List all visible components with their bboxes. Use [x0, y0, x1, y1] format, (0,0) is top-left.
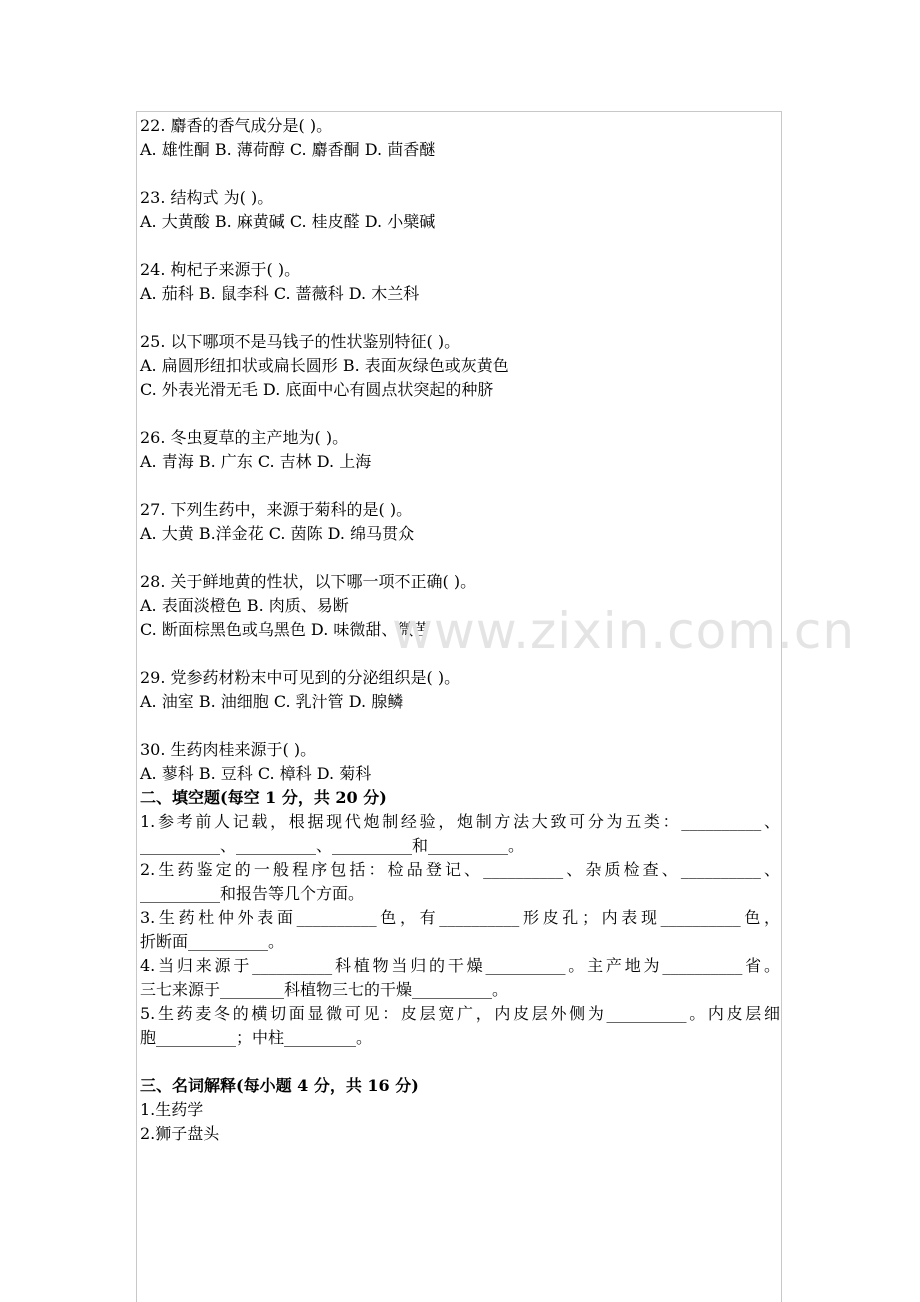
- question-25: [140, 330, 780, 402]
- question-options: A. 大黄 B.洋金花 C. 茵陈 D. 绵马贯众: [140, 524, 415, 543]
- question-options: A. 油室 B. 油细胞 C. 乳汁管 D. 腺鳞: [140, 692, 404, 711]
- question-options: A. 扁圆形纽扣状或扁长圆形 B. 表面灰绿色或灰黄色: [140, 356, 509, 375]
- question-27: [140, 498, 780, 546]
- section-heading: 三、名词解释(每小题 4 分，共 16 分): [140, 1076, 419, 1095]
- fill-blank-line: __________和报告等几个方面。: [140, 884, 365, 903]
- question-stem: 30. 生药肉桂来源于( )。: [140, 740, 317, 759]
- document-body: [140, 114, 780, 1146]
- term-item: 1.生药学: [140, 1100, 204, 1119]
- question-options: C. 断面棕黑色或乌黑色 D. 味微甜、微苦: [140, 620, 430, 639]
- section-heading: 二、填空题(每空 1 分，共 20 分): [140, 788, 387, 807]
- question-stem: 22. 麝香的香气成分是( )。: [140, 116, 333, 135]
- question-29: [140, 666, 780, 714]
- fill-blank-line: __________、__________、__________和__________。: [140, 836, 525, 855]
- term-item: 2.狮子盘头: [140, 1124, 220, 1143]
- question-options: A. 大黄酸 B. 麻黄碱 C. 桂皮醛 D. 小檗碱: [140, 212, 436, 231]
- question-stem: 29. 党参药材粉末中可见到的分泌组织是( )。: [140, 668, 461, 687]
- question-stem: 23. 结构式 为( )。: [140, 188, 274, 207]
- question-stem: 28. 关于鲜地黄的性状，以下哪一项不正确( )。: [140, 572, 477, 591]
- section-term-definitions: [140, 1074, 780, 1146]
- question-stem: 27. 下列生药中，来源于菊科的是( )。: [140, 500, 413, 519]
- fill-blank-line: 1.参考前人记载，根据现代炮制经验，炮制方法大致可分为五类：__________、: [140, 812, 780, 831]
- question-30: [140, 738, 780, 786]
- question-24: [140, 258, 780, 306]
- question-23: [140, 186, 780, 234]
- question-options: A. 茄科 B. 鼠李科 C. 蔷薇科 D. 木兰科: [140, 284, 420, 303]
- question-stem: 24. 枸杞子来源于( )。: [140, 260, 301, 279]
- question-stem: 25. 以下哪项不是马钱子的性状鉴别特征( )。: [140, 332, 461, 351]
- question-22: [140, 114, 780, 162]
- fill-blank-line: 5.生药麦冬的横切面显微可见：皮层宽广，内皮层外侧为__________。内皮层细: [140, 1004, 780, 1023]
- question-options: A. 表面淡橙色 B. 肉质、易断: [140, 596, 349, 615]
- fill-blank-line: 胞__________；中柱_________。: [140, 1028, 373, 1047]
- fill-blank-line: 3.生药杜仲外表面__________色，有__________形皮孔；内表现__________色，: [140, 908, 780, 927]
- question-stem: 26. 冬虫夏草的主产地为( )。: [140, 428, 349, 447]
- fill-blank-line: 4.当归来源于__________科植物当归的干燥__________。主产地为__________省。: [140, 956, 780, 975]
- question-options: A. 雄性酮 B. 薄荷醇 C. 麝香酮 D. 茴香醚: [140, 140, 436, 159]
- question-options: A. 青海 B. 广东 C. 吉林 D. 上海: [140, 452, 372, 471]
- fill-blank-line: 2.生药鉴定的一般程序包括：检品登记、__________、杂质检查、__________、: [140, 860, 780, 879]
- fill-blank-line: 三七来源于________科植物三七的干燥__________。: [140, 980, 509, 999]
- fill-blank-line: 折断面__________。: [140, 932, 285, 951]
- question-28: [140, 570, 780, 642]
- watermark: www.zixin.com.cn: [392, 602, 856, 660]
- section-fill-in-blank: [140, 786, 780, 1050]
- question-options: C. 外表光滑无毛 D. 底面中心有圆点状突起的种脐: [140, 380, 494, 399]
- question-26: [140, 426, 780, 474]
- question-options: A. 蓼科 B. 豆科 C. 樟科 D. 菊科: [140, 764, 372, 783]
